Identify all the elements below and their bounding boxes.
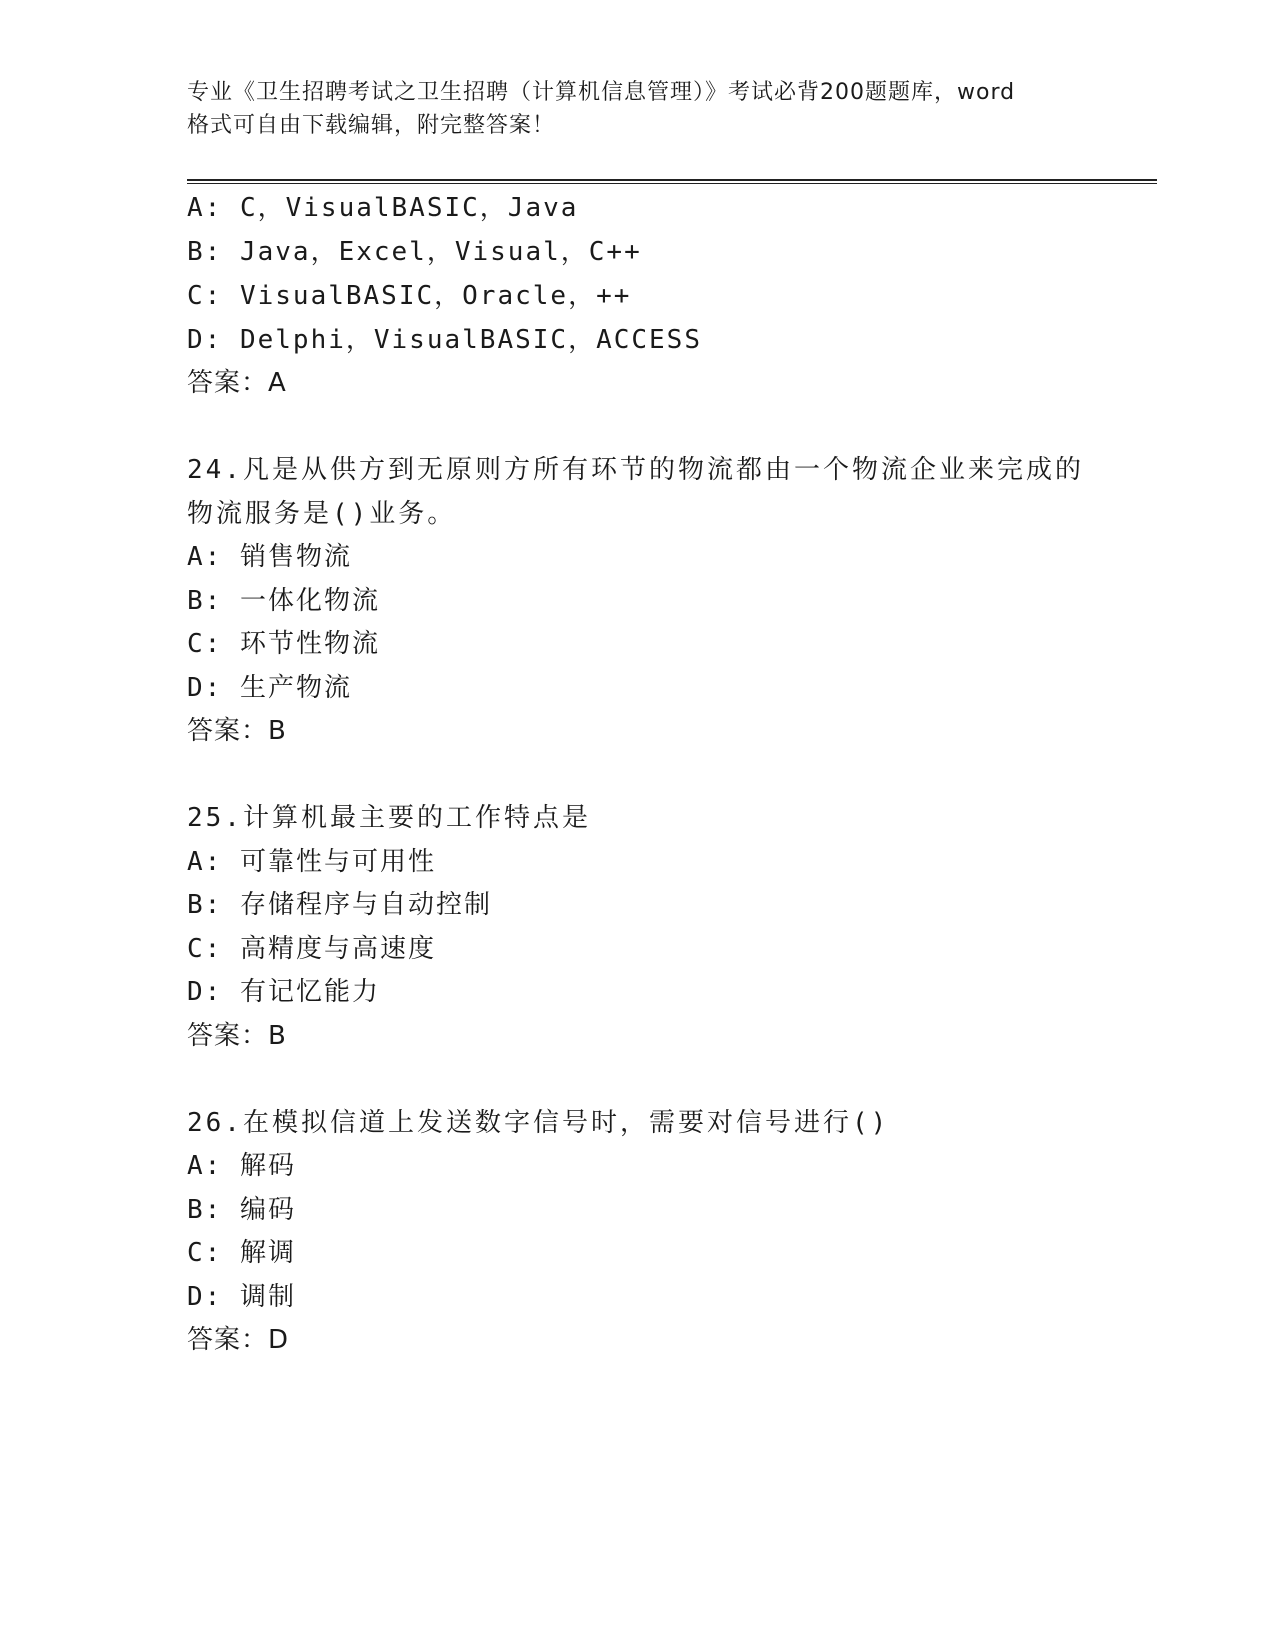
document-header bbox=[187, 76, 1087, 142]
q24-option-b: B: 一体化物流 bbox=[187, 586, 380, 616]
q23-option-b: B: Java，Excel，Visual，C++ bbox=[187, 237, 642, 267]
q24-stem-line-2: 物流服务是()业务。 bbox=[187, 499, 457, 529]
q24-option-a: A: 销售物流 bbox=[187, 542, 352, 572]
q23-option-c: C: VisualBASIC，Oracle，++ bbox=[187, 281, 632, 311]
header-line-2: 格式可自由下载编辑，附完整答案！ bbox=[187, 113, 556, 138]
q25-option-d: D: 有记忆能力 bbox=[187, 977, 380, 1007]
q24-stem-line-1: 24.凡是从供方到无原则方所有环节的物流都由一个物流企业来完成的 bbox=[187, 455, 1084, 485]
q25-option-b: B: 存储程序与自动控制 bbox=[187, 890, 492, 920]
q26-option-d: D: 调制 bbox=[187, 1282, 296, 1312]
q23-answer: 答案：A bbox=[187, 368, 287, 398]
q25-stem: 25.计算机最主要的工作特点是 bbox=[187, 803, 591, 833]
q25-option-c: C: 高精度与高速度 bbox=[187, 934, 436, 964]
header-divider bbox=[187, 179, 1157, 181]
q23-option-d: D: Delphi，VisualBASIC，ACCESS bbox=[187, 325, 702, 355]
q25-option-a: A: 可靠性与可用性 bbox=[187, 847, 436, 877]
q24-answer: 答案：B bbox=[187, 716, 287, 746]
q26-answer: 答案：D bbox=[187, 1325, 290, 1355]
header-line-1: 专业《卫生招聘考试之卫生招聘（计算机信息管理）》考试必背200题题库，word bbox=[187, 80, 1016, 105]
document-page bbox=[187, 0, 1157, 1650]
q24-option-d: D: 生产物流 bbox=[187, 673, 352, 703]
q26-option-a: A: 解码 bbox=[187, 1151, 296, 1181]
q26-option-b: B: 编码 bbox=[187, 1195, 296, 1225]
header-divider-thin bbox=[187, 183, 1157, 184]
q26-option-c: C: 解调 bbox=[187, 1238, 296, 1268]
q24-option-c: C: 环节性物流 bbox=[187, 629, 380, 659]
q26-stem: 26.在模拟信道上发送数字信号时，需要对信号进行() bbox=[187, 1108, 890, 1138]
q25-answer: 答案：B bbox=[187, 1021, 287, 1051]
q23-option-a: A: C，VisualBASIC，Java bbox=[187, 193, 579, 223]
